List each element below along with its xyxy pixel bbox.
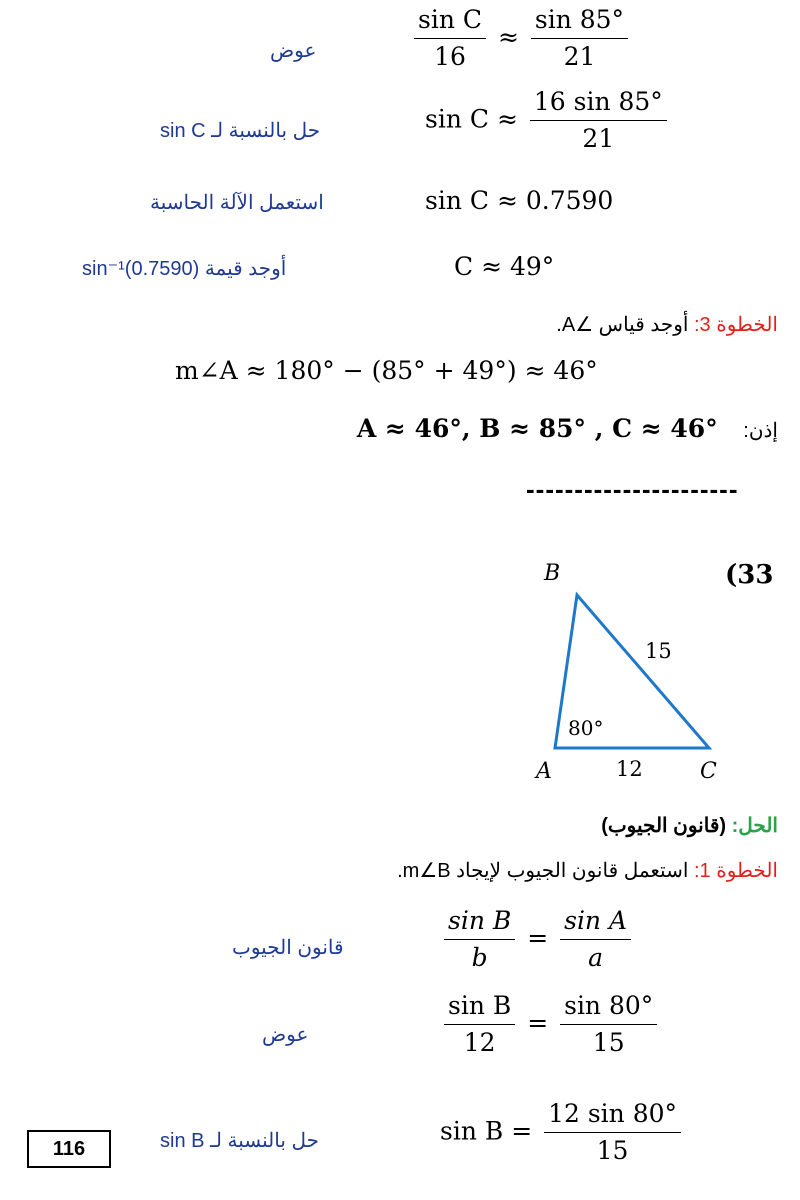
solution-heading: الحل: (قانون الجيوب)	[601, 815, 778, 837]
side-ac-label: 12	[616, 757, 643, 781]
note-solve-sin-c: حل بالنسبة لـ sin C	[160, 120, 321, 142]
step3-heading: الخطوة 3: أوجد قياس ∠A.	[556, 314, 778, 336]
equation-solve-sin-b: sin B = $\frac{12 \sin 80^\circ}{15}$	[440, 1100, 685, 1166]
equation-substitute-b: $\frac{\text{sin B}}{12}$ = $\frac{\sin 80^\circ}{15}$	[440, 992, 661, 1058]
angle-a-label: 80°	[568, 716, 604, 740]
equation-angle-a: m∠A ≈ 180° − (85° + 49°) ≈ 46°	[175, 356, 598, 385]
problem-number: (33	[725, 560, 774, 590]
note-substitute-1: عوض	[270, 40, 317, 62]
page-number: 116	[27, 1130, 111, 1168]
vertex-b-label: B	[544, 561, 561, 586]
equation-sin-c-value: sin C ≈ 0.7590	[425, 186, 614, 215]
step1-heading: الخطوة 1: استعمل قانون الجيوب لإيجاد m∠B.	[397, 860, 778, 882]
equation-solve-sin-c: sin C ≈ $\frac{16 \sin 85^\circ}{21}$	[425, 88, 671, 154]
equation-substitute-c: $\frac{\text{sin C}}{16}$ ≈ $\frac{\sin 85^\circ}{21}$	[410, 6, 632, 72]
vertex-a-label: A	[536, 759, 552, 784]
note-calculator: استعمل الآلة الحاسبة	[150, 192, 324, 214]
triangle-figure	[520, 550, 740, 790]
result-line: إذن: A ≈ 46°, B ≈ 85° , C ≈ 46°	[356, 414, 778, 443]
note-substitute-2: عوض	[262, 1024, 309, 1046]
equation-law-of-sines: $\frac{\text{sin B}}{b}$ = $\frac{\text{sin A}}{a}$	[440, 907, 635, 973]
note-inverse-sine: أوجد قيمة sin⁻¹(0.7590)	[82, 258, 287, 280]
separator: ----------------------	[526, 474, 739, 504]
note-law-of-sines: قانون الجيوب	[232, 937, 344, 959]
equation-angle-c: C ≈ 49°	[454, 252, 555, 281]
side-bc-label: 15	[645, 639, 672, 663]
vertex-c-label: C	[700, 759, 717, 784]
note-solve-sin-b: حل بالنسبة لـ sin B	[160, 1130, 319, 1152]
